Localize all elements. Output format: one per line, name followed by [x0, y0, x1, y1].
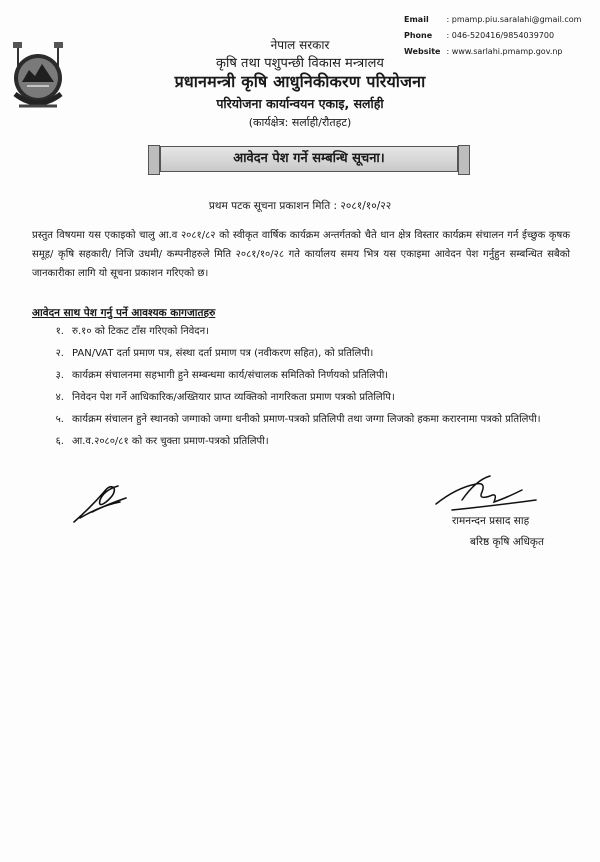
list-item-number: १.	[55, 326, 64, 337]
email-value: : pmamp.piu.saralahi@gmail.com	[446, 15, 582, 24]
header-project: प्रधानमन्त्री कृषि आधुनिकीकरण परियोजना	[174, 72, 426, 91]
list-item-number: ३.	[55, 370, 64, 381]
notice-body: प्रस्तुत विषयमा यस एकाइको चालु आ.व २०८१/८२ को स्वीकृत वार्षिक कार्यक्रम अन्तर्गतको चैते धान क्षेत्र विस्तार कार्यक्रम संचालन गर्न ईच्छुक कृषक समूह/ कृषि सहकारी/ निजि उधमी/ कम्पनीहरुले मिति २०८१/१०/२८ गते कार्यालय समय भित्र यस एकाइमा आवेदन पेश गर्नुहुन सम्बन्धित सबैको जानकारीका लागि यो सूचना प्रकाशन गरिएको छ।	[32, 230, 570, 279]
header-government: नेपाल सरकार	[270, 38, 330, 52]
list-item-text: PAN/VAT दर्ता प्रमाण पत्र, संस्था दर्ता प्रमाण पत्र (नवीकरण सहित), को प्रतिलिपी।	[72, 348, 374, 359]
list-item	[32, 344, 570, 363]
list-item-number: ५.	[55, 414, 64, 425]
list-item	[32, 388, 570, 407]
list-item	[32, 432, 570, 451]
list-item-number: ४.	[55, 392, 64, 403]
list-item-number: २.	[55, 348, 64, 359]
email-label: Email	[404, 15, 429, 24]
website-value: : www.sarlahi.pmamp.gov.np	[446, 47, 563, 56]
publication-date: प्रथम पटक सूचना प्रकाशन मिति : २०८१/१०/२२	[208, 200, 392, 212]
signatory-title: बरिष्ठ कृषि अधिकृत	[470, 536, 544, 548]
email-row	[404, 12, 581, 28]
requirements-title: आवेदन साथ पेश गर्नु पर्ने आवश्यक कागजातहरु	[32, 307, 216, 319]
list-item-number: ६.	[55, 436, 64, 447]
list-item-text: कार्यक्रम संचालनमा सहभागी हुने सम्बन्धमा कार्य/संचालक समितिको निर्णयको प्रतिलिपी।	[72, 370, 389, 381]
list-item	[32, 366, 570, 385]
header-ministry: कृषि तथा पशुपन्छी विकास मन्त्रालय	[216, 56, 384, 71]
list-item	[32, 410, 570, 429]
header-unit: परियोजना कार्यान्वयन एकाइ, सर्लाही	[216, 96, 384, 111]
left-signature-icon	[70, 478, 132, 526]
notice-banner: आवेदन पेश गर्ने सम्बन्धि सूचना।	[160, 146, 458, 172]
list-item-text: कार्यक्रम संचालन हुने स्थानको जग्गाको जग्गा धनीको प्रमाण-पत्रको प्रतिलिपी तथा जग्गा लिजको हकमा करारनामा पत्रको प्रतिलिपी।	[72, 414, 541, 425]
phone-label: Phone	[404, 31, 433, 40]
signatory-name: रामनन्दन प्रसाद साह	[452, 515, 530, 527]
list-item-text: रु.१० को टिकट टाँस गरिएको निवेदन।	[72, 326, 209, 337]
phone-value: : 046-520416/9854039700	[446, 31, 555, 40]
website-label: Website	[404, 47, 441, 56]
header-jurisdiction: (कार्यक्षेत्र: सर्लाही/रौतहट)	[248, 116, 352, 129]
list-item	[32, 322, 570, 341]
list-item-text: निवेदन पेश गर्ने आधिकारिक/अख्तियार प्राप्त व्यक्तिको नागरिकता प्रमाण पत्रको प्रतिलिपि।	[72, 392, 395, 403]
list-item-text: आ.व.२०८०/८१ को कर चुक्ता प्रमाण-पत्रको प्रतिलिपी।	[72, 436, 269, 447]
requirements-list	[32, 322, 570, 454]
right-signature-icon	[432, 470, 540, 518]
